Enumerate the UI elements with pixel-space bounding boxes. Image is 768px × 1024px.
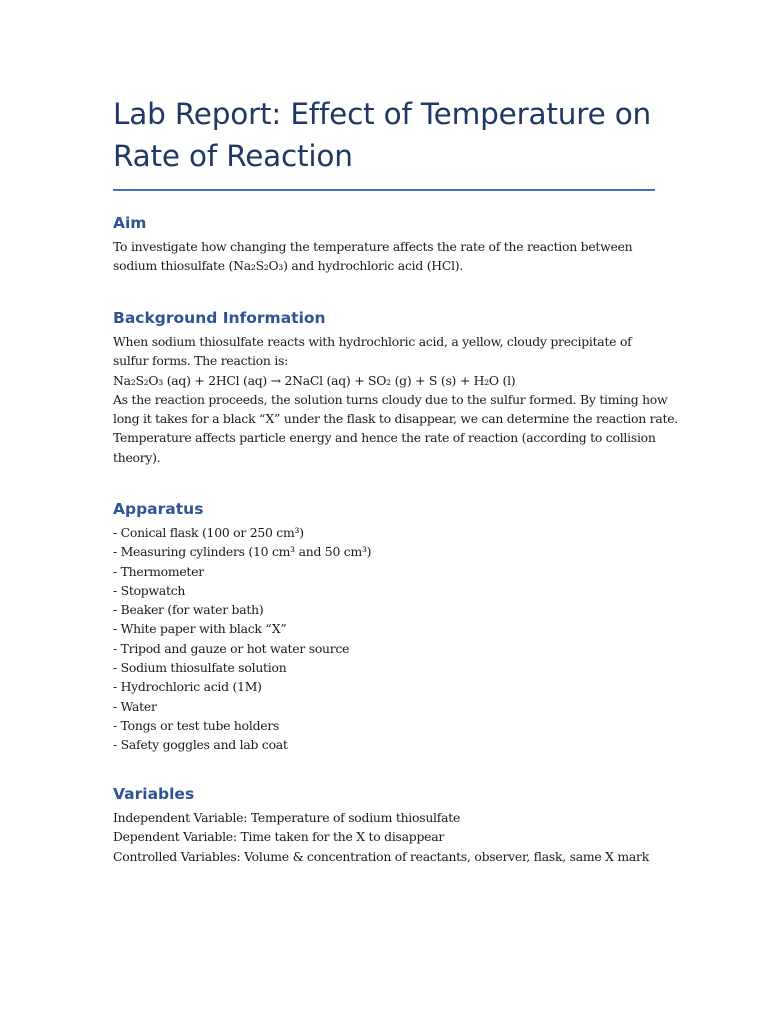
- title-line-1: Lab Report: Effect of Temperature on: [113, 97, 652, 131]
- controlled-variables: Controlled Variables: Volume & concentration of reactants, observer, flask, same X mark: [113, 848, 649, 864]
- apparatus-item: - Sodium thiosulfate solution: [113, 660, 287, 676]
- aim-text: [113, 237, 673, 276]
- title-divider: [113, 189, 655, 191]
- apparatus-item: - Tongs or test tube holders: [113, 717, 280, 733]
- apparatus-list: [113, 523, 673, 755]
- apparatus-item: - Beaker (for water bath): [113, 602, 264, 618]
- document-page: [113, 0, 658, 191]
- apparatus-item: - White paper with black “X”: [113, 621, 287, 637]
- background-text: [113, 332, 678, 467]
- apparatus-item: - Measuring cylinders (10 cm³ and 50 cm³): [113, 544, 372, 560]
- apparatus-item: - Stopwatch: [113, 582, 186, 598]
- aim-section: [113, 213, 673, 276]
- background-line: theory).: [113, 449, 161, 465]
- apparatus-item: - Conical flask (100 or 250 cm³): [113, 525, 304, 540]
- apparatus-item: - Water: [113, 698, 157, 714]
- aim-line: sodium thiosulfate (Na₂S₂O₃) and hydrochloric acid (HCl).: [113, 258, 464, 274]
- independent-variable: Independent Variable: Temperature of sodium thiosulfate: [113, 810, 461, 825]
- background-line: When sodium thiosulfate reacts with hydrochloric acid, a yellow, cloudy precipitate of: [113, 334, 632, 349]
- variables-heading: Variables: [113, 785, 195, 803]
- reaction-equation: Na₂S₂O₃ (aq) + 2HCl (aq) → 2NaCl (aq) + SO₂ (g) + S (s) + H₂O (l): [113, 372, 516, 388]
- background-line: Temperature affects particle energy and hence the rate of reaction (according to collision: [113, 430, 656, 446]
- apparatus-item: - Thermometer: [113, 563, 204, 579]
- apparatus-item: - Safety goggles and lab coat: [113, 737, 288, 753]
- background-line: As the reaction proceeds, the solution turns cloudy due to the sulfur formed. By timing how: [113, 391, 668, 407]
- title-line-2: Rate of Reaction: [113, 139, 353, 173]
- variables-text: [113, 808, 673, 866]
- background-line: long it takes for a black “X” under the flask to disappear, we can determine the reaction rate.: [113, 411, 678, 427]
- aim-heading: Aim: [113, 214, 147, 232]
- dependent-variable: Dependent Variable: Time taken for the X to disappear: [113, 829, 445, 845]
- apparatus-section: [113, 499, 673, 755]
- background-heading: Background Information: [113, 309, 326, 327]
- apparatus-heading: Apparatus: [113, 500, 204, 518]
- apparatus-item: - Tripod and gauze or hot water source: [113, 640, 350, 656]
- aim-line: To investigate how changing the temperature affects the rate of the reaction between: [113, 239, 633, 254]
- variables-section: [113, 784, 673, 866]
- apparatus-item: - Hydrochloric acid (1M): [113, 679, 262, 695]
- page-title: [113, 0, 658, 177]
- background-section: [113, 308, 678, 467]
- background-line: sulfur forms. The reaction is:: [113, 353, 289, 369]
